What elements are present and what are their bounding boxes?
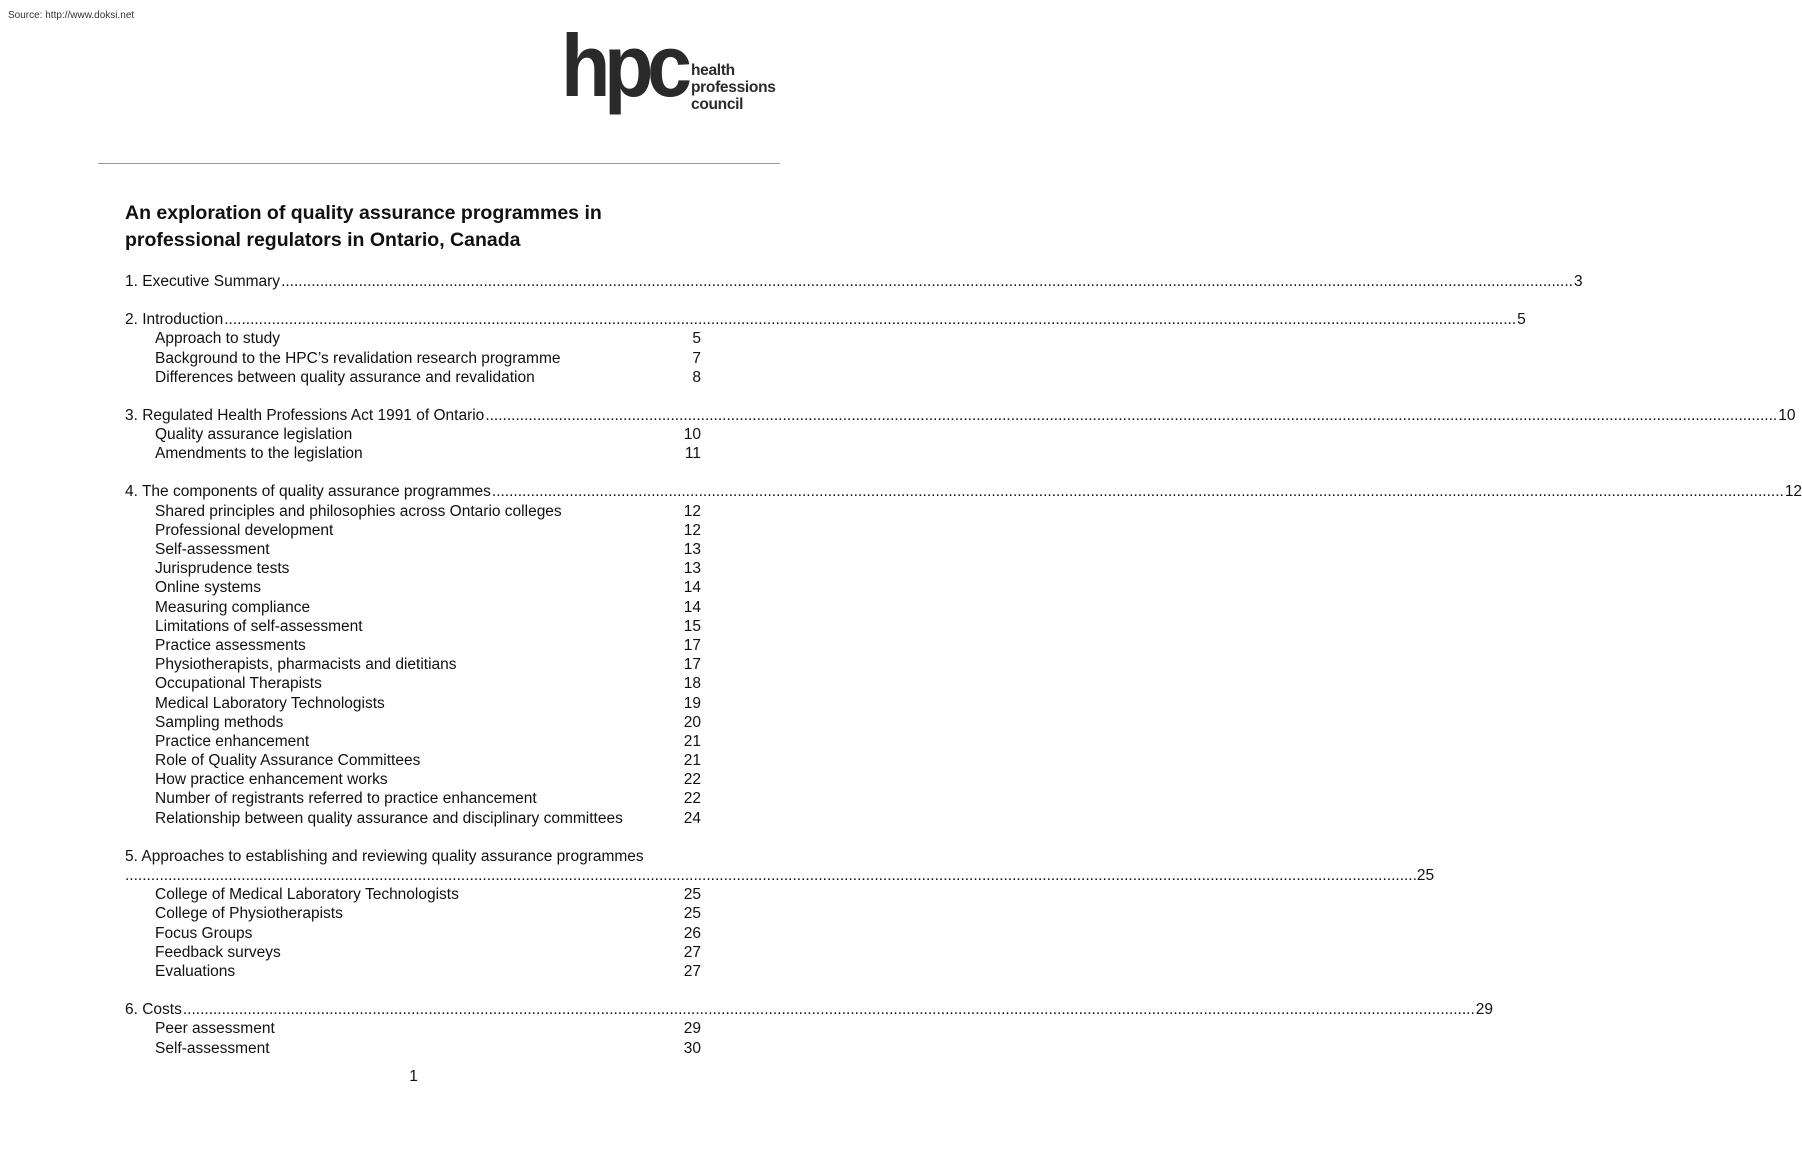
toc-subentry-label: Amendments to the legislation bbox=[155, 445, 363, 463]
toc-entry-label: 2. Introduction bbox=[125, 311, 224, 329]
toc-subentry bbox=[125, 962, 701, 981]
toc-subentry bbox=[125, 425, 701, 444]
toc-subentry bbox=[125, 636, 701, 655]
toc-subentry bbox=[125, 809, 701, 828]
leader-dots: ............................................................................................................................................................................................................................................................................................................ bbox=[125, 867, 1417, 885]
header-divider bbox=[98, 163, 780, 164]
toc-subentry-label: Practice enhancement bbox=[155, 732, 310, 750]
toc-subentry bbox=[125, 770, 701, 789]
toc-subentry-label: Focus Groups bbox=[155, 924, 253, 942]
toc-subentry-label: Self-assessment bbox=[155, 1039, 270, 1057]
toc-subentry bbox=[125, 924, 701, 943]
leader-dots: ............................................................................................................................................................................................................................................................................................................ bbox=[281, 272, 1573, 290]
toc-subentry-label: Jurisprudence tests bbox=[155, 560, 290, 578]
toc-subentry-label: Self-assessment bbox=[155, 541, 270, 559]
toc-subentry-label: Sampling methods bbox=[155, 713, 284, 731]
toc-subentry-label: Evaluations bbox=[155, 962, 236, 980]
toc-subentry bbox=[125, 1019, 701, 1038]
toc-entry bbox=[125, 272, 1583, 291]
toc-section bbox=[125, 1000, 1494, 1058]
page-number: 1 bbox=[409, 1068, 418, 1085]
toc-subentry-label: Feedback surveys bbox=[155, 943, 281, 961]
toc-page-number: 13 bbox=[683, 560, 701, 578]
toc-subentry-label: Background to the HPC’s revalidation research programme bbox=[155, 349, 561, 367]
toc-subentry-label: Role of Quality Assurance Committees bbox=[155, 752, 421, 770]
logo-line-3: council bbox=[691, 96, 744, 113]
toc-entry bbox=[125, 310, 1526, 329]
toc-page-number: 29 bbox=[683, 1020, 701, 1038]
toc-subentry bbox=[125, 904, 701, 923]
toc-entry-label: 3. Regulated Health Professions Act 1991 of Ontario bbox=[125, 406, 485, 424]
toc-page-number: 3 bbox=[1573, 272, 1583, 290]
toc-page-number: 22 bbox=[683, 790, 701, 808]
toc-subentry bbox=[125, 751, 701, 770]
leader-dots: ............................................................................................................................................................................................................................................................................................................ bbox=[224, 311, 1517, 329]
toc-entry-label: 1. Executive Summary bbox=[125, 272, 281, 290]
toc-page-number: 14 bbox=[683, 579, 701, 597]
toc-subentry bbox=[125, 885, 701, 904]
toc-subentry-label: Approach to study bbox=[155, 330, 280, 348]
toc-subentry-label: Online systems bbox=[155, 579, 261, 597]
toc-section bbox=[125, 272, 1583, 291]
toc-page-number: 26 bbox=[683, 924, 701, 942]
toc-entry-label: 5. Approaches to establishing and reviewing quality assurance programmes bbox=[125, 847, 644, 865]
toc-page-number: 25 bbox=[683, 886, 701, 904]
toc-section bbox=[125, 310, 1526, 387]
toc-subentry bbox=[125, 349, 701, 368]
toc-entry bbox=[125, 483, 1802, 502]
toc-section bbox=[125, 847, 1435, 981]
toc-page-number: 20 bbox=[683, 713, 701, 731]
toc-page-number: 27 bbox=[683, 962, 701, 980]
toc-subentry-label: Physiotherapists, pharmacists and dietitians bbox=[155, 656, 457, 674]
toc-subentry bbox=[125, 559, 701, 578]
toc-page-number: 11 bbox=[684, 445, 701, 463]
toc-page-number: 25 bbox=[1416, 867, 1435, 885]
toc-page-number: 17 bbox=[683, 656, 701, 674]
toc-subentry bbox=[125, 617, 701, 636]
toc-subentry-label: College of Physiotherapists bbox=[155, 905, 343, 923]
toc-subentry bbox=[125, 1039, 701, 1058]
toc-subentry-label: Medical Laboratory Technologists bbox=[155, 694, 385, 712]
toc-subentry-label: Relationship between quality assurance and disciplinary committees bbox=[155, 809, 623, 827]
toc-subentry-label: Practice assessments bbox=[155, 636, 306, 654]
toc-page-number: 12 bbox=[683, 521, 701, 539]
toc-page-number: 15 bbox=[683, 617, 701, 635]
toc-subentry bbox=[125, 521, 701, 540]
toc-page-number: 10 bbox=[683, 426, 701, 444]
source-line: Source: http://www.doksi.net bbox=[8, 10, 135, 21]
document-title: An exploration of quality assurance programmes in professional regulators in Ontario, Canada bbox=[125, 202, 602, 251]
toc-page-number: 14 bbox=[683, 598, 701, 616]
leader-dots: ............................................................................................................................................................................................................................................................................................................ bbox=[182, 1001, 1475, 1019]
toc-subentry-label: Occupational Therapists bbox=[155, 675, 322, 693]
leader-dots: ............................................................................................................................................................................................................................................................................................................ bbox=[491, 483, 1784, 501]
leader-dots: ............................................................................................................................................................................................................................................................................................................ bbox=[485, 406, 1778, 424]
toc-page-number: 12 bbox=[1784, 483, 1802, 501]
toc-page-number: 8 bbox=[692, 368, 701, 386]
toc-subentry bbox=[125, 943, 701, 962]
toc-subentry bbox=[125, 329, 701, 348]
toc-page-number: 13 bbox=[683, 541, 701, 559]
toc-page-number: 24 bbox=[683, 809, 701, 827]
toc-subentry bbox=[125, 790, 701, 809]
toc-subentry-label: Number of registrants referred to practice enhancement bbox=[155, 790, 537, 808]
toc-subentry bbox=[125, 732, 701, 751]
toc-subentry bbox=[125, 368, 701, 387]
toc-subentry-label: Peer assessment bbox=[155, 1020, 275, 1038]
toc-subentry bbox=[125, 540, 701, 559]
toc-subentry bbox=[125, 713, 701, 732]
toc-section bbox=[125, 406, 1796, 464]
toc-subentry-label: Shared principles and philosophies across Ontario colleges bbox=[155, 502, 562, 520]
toc-subentry bbox=[125, 578, 701, 597]
toc-section bbox=[125, 483, 1802, 828]
toc-subentry bbox=[125, 502, 701, 521]
toc-page-number: 22 bbox=[683, 771, 701, 789]
toc-page-number: 5 bbox=[1517, 311, 1526, 329]
toc-subentry-label: Professional development bbox=[155, 521, 334, 539]
toc-page-number: 10 bbox=[1778, 406, 1796, 424]
toc-subentry-label: Quality assurance legislation bbox=[155, 426, 353, 444]
toc-page-number: 21 bbox=[683, 732, 701, 750]
toc-subentry bbox=[125, 655, 701, 674]
toc-page-number: 19 bbox=[683, 694, 701, 712]
toc-page-number: 12 bbox=[683, 502, 701, 520]
logo-line-2: professions bbox=[691, 79, 776, 96]
toc-page-number: 21 bbox=[683, 752, 701, 770]
toc-entry-label: 4. The components of quality assurance programmes bbox=[125, 483, 491, 501]
toc-page-number: 17 bbox=[683, 636, 701, 654]
toc-page-number: 18 bbox=[683, 675, 701, 693]
toc-subentry bbox=[125, 444, 701, 463]
toc-page-number: 25 bbox=[683, 905, 701, 923]
toc-entry bbox=[125, 866, 1435, 885]
toc-page-number: 5 bbox=[692, 330, 701, 348]
toc-page-number: 29 bbox=[1475, 1001, 1494, 1019]
toc-subentry bbox=[125, 674, 701, 693]
toc-entry bbox=[125, 406, 1796, 425]
toc-subentry bbox=[125, 598, 701, 617]
toc-entry-label: 6. Costs bbox=[125, 1001, 182, 1019]
toc-page-number: 7 bbox=[692, 349, 701, 367]
toc-subentry-label: Differences between quality assurance and revalidation bbox=[155, 368, 535, 386]
logo-line-1: health bbox=[691, 62, 735, 79]
logo-mark: hpc bbox=[561, 16, 686, 115]
toc-subentry bbox=[125, 694, 701, 713]
toc-page-number: 27 bbox=[683, 943, 701, 961]
toc-entry bbox=[125, 1000, 1494, 1019]
toc-subentry-label: College of Medical Laboratory Technologists bbox=[155, 886, 459, 904]
toc-page-number: 30 bbox=[683, 1039, 701, 1057]
toc-subentry-label: Limitations of self-assessment bbox=[155, 617, 363, 635]
table-of-contents bbox=[125, 272, 1802, 1077]
toc-subentry-label: How practice enhancement works bbox=[155, 771, 388, 789]
toc-subentry-label: Measuring compliance bbox=[155, 598, 311, 616]
logo-wordmark bbox=[691, 62, 776, 113]
